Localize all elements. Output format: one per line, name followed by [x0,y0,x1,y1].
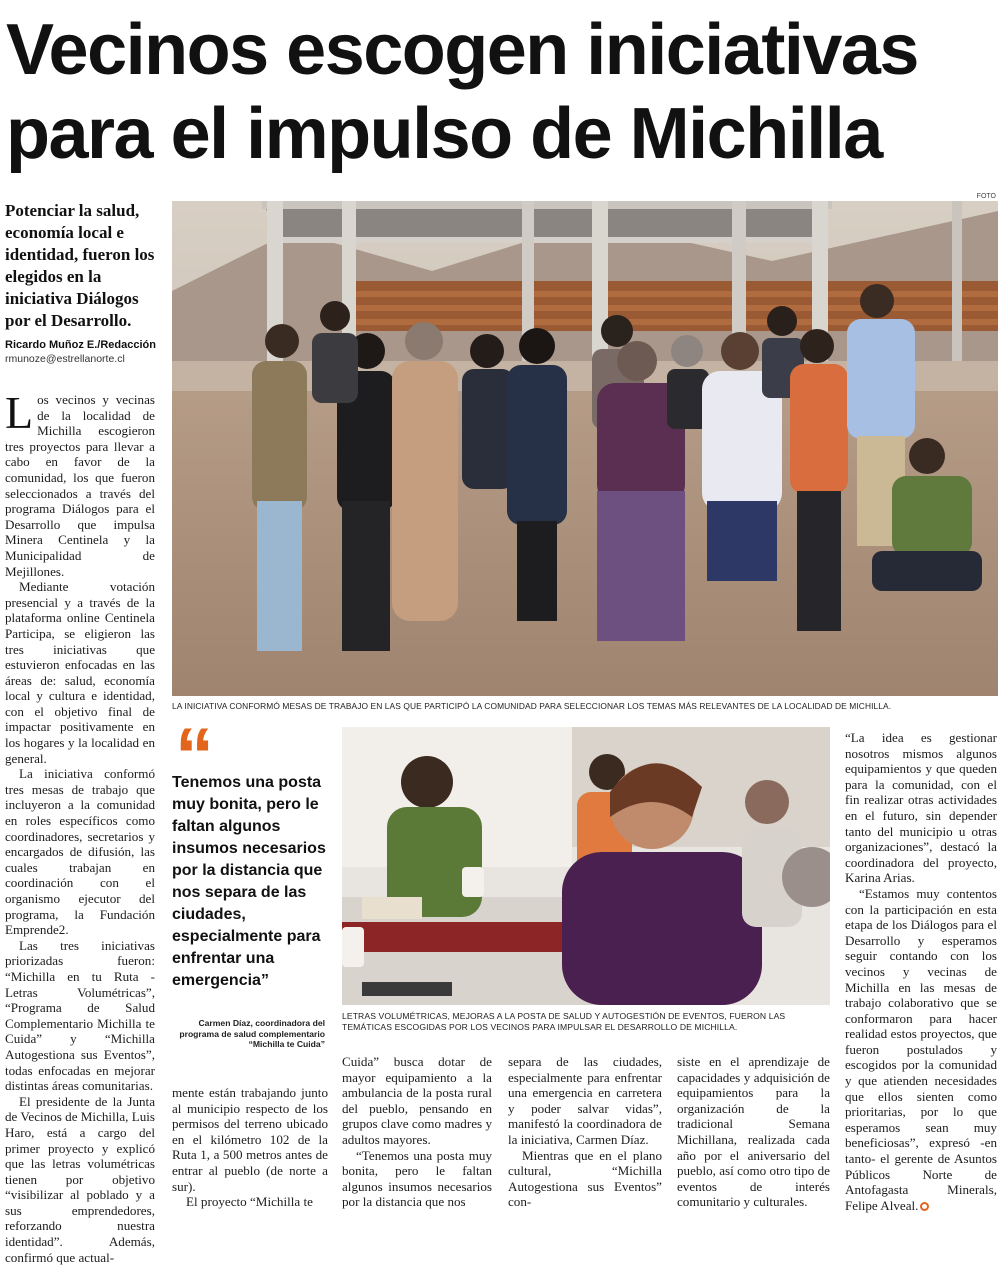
body-column-5 [677,1054,830,1210]
main-photo-caption: LA INICIATIVA CONFORMÓ MESAS DE TRABAJO EN LAS QUE PARTICIPÓ LA COMUNIDAD PARA SELECCIONAR LOS TEMAS MÁS RELEVANTES DE LA LOCALIDAD DE MICHILLA. [172,701,892,711]
body-paragraph: “Tenemos una posta muy bonita, pero le faltan algunos insumos necesarios por la distancia que nos [342,1147,492,1210]
quote-mark-icon: “ [175,711,214,799]
body-paragraph: Mientras que en el plano cultural, “Michilla Autogestiona sus Eventos” con- [508,1147,662,1210]
main-photo-illustration [172,201,998,696]
paragraph-text: “Estamos muy contentos con la participación en esta etapa de los Diálogos para el Desarrollo y esperamos seguir contando con los vecinos y vecinas de Michilla en las mesas de trabajo colaborativo que se conformaron para hacer realidad estos proyectos, que fueron postulados y escogidos por la comunidad y que atienden necesidades que ellos sienten como prioritarias, por lo que esperamos sean muy beneficiosas”, expresó -en tanto- el gerente de Asuntos Públicos Norte de Antofagasta Minerals, Felipe Alveal. [845,885,997,1213]
body-paragraph [5,387,155,579]
second-photo [342,727,830,1005]
end-mark-icon [920,1202,929,1211]
body-paragraph: Mediante votación presencial y a través de la plataforma online Centinela Participa, se eligieron las tres iniciativas que estuvieron enfocadas en las áreas de: salud, economía local y cultura e identidad, con el objetivo final de impactar positivamente en los hogares y la localidad en general. [5,579,155,766]
pull-quote: Tenemos una posta muy bonita, pero le faltan algunos insumos necesarios por la distancia que nos separa de las ciudades, especialmente para enfrentar una emergencia” [172,774,326,989]
body-paragraph: siste en el aprendizaje de capacidades y adquisición de equipamientos para la organización de la tradicional Semana Michillana, realizada cada año por el aniversario del pueblo, así como otro tipo de eventos de interés comunitario y culturales. [677,1054,830,1210]
second-photo-caption: LETRAS VOLUMÉTRICAS, MEJORAS A LA POSTA DE SALUD Y AUTOGESTIÓN DE EVENTOS, FUERON LAS TEMÁTICAS ESCOGIDAS POR LOS VECINOS PARA IMPULSAR EL DESARROLLO DE MICHILLA. [342,1011,786,1032]
body-paragraph: El proyecto “Michilla te [186,1194,313,1210]
photo-credit: FOTO [976,193,996,200]
main-photo [172,201,998,696]
byline [5,338,165,366]
body-column-6 [845,730,997,1213]
body-column-4 [508,1054,662,1210]
headline-line-1: Vecinos escogen iniciativas [6,10,918,90]
body-paragraph: El presidente de la Junta de Vecinos de Michilla, Luis Haro, está a cargo del primer proyecto y explicó que las letras volumétricas tienen por objetivo “visibilizar al poblado y a sus emprendedores, reforzando nuestra identidad”. Además, confirmó que actual- [5,1093,155,1265]
drop-cap: L [5,387,34,438]
byline-author: Ricardo Muñoz E./Redacción [5,339,156,351]
body-column-3 [342,1054,492,1210]
body-paragraph: “La idea es gestionar nosotros mismos algunos equipamientos y que queden para la comunidad, con el fin realizar otras actividades en el futuro, sin depender tanto del municipio u otras organizaciones”, destacó la coordinadora del proyecto, Karina Arias. [845,730,997,886]
body-paragraph: Las tres iniciativas priorizadas fueron: “Michilla en tu Ruta - Letras Volumétricas”, “Programa de Salud Complementario Michilla te Cuida” y “Michilla Autogestiona sus Eventos”, todas enfocadas en mejorar distintas áreas comunitarias. [5,937,155,1094]
headline [6,8,996,176]
body-paragraph: La iniciativa conformó tres mesas de trabajo que incluyeron a la comunidad en roles específicos como coordinadores, secretarios y encargados de difusión, las cuales trabajan en coordinación con el organismo ejecutor del programa, la Fundación Emprende2. [5,766,155,938]
second-photo-illustration [342,727,830,1005]
paragraph-text: os vecinos y vecinas de la localidad de Michilla escogieron tres proyectos para llevar a cabo en favor de la comunidad, los que fueron seleccionados a través del programa Diálogos para el Desarrollo que impulsa Minera Centinela y la Municipalidad de Mejillones. [5,392,155,579]
body-paragraph: separa de las ciudades, especialmente para enfrentar una emergencia en carretera y poder salvar vidas”, manifestó la coordinadora de la iniciativa, Carmen Díaz. [508,1054,662,1147]
body-paragraph: mente están trabajando junto al municipio respecto de los permisos del terreno ubicado en el kilómetro 102 de la Ruta 1, a 500 metros antes de entrar al pueblo (de norte a sur). [172,1085,328,1194]
body-paragraph [845,886,997,1213]
headline-line-2: para el impulso de Michilla [6,94,882,174]
body-column-1 [5,387,155,1265]
body-column-2 [172,1085,328,1210]
byline-email: rmunoze@estrellanorte.cl [5,353,125,365]
deck-subtitle: Potenciar la salud, economía local e identidad, fueron los elegidos en la iniciativa Diálogos por el Desarrollo. [5,201,155,330]
body-paragraph: Cuida” busca dotar de mayor equipamiento a la ambulancia de la posta rural del pueblo, pensando en grupos clave como madres y adultos mayores. [342,1054,492,1147]
pull-quote-attribution: Carmen Díaz, coordinadora del programa de salud complementario “Michilla te Cuida” [179,1018,325,1049]
